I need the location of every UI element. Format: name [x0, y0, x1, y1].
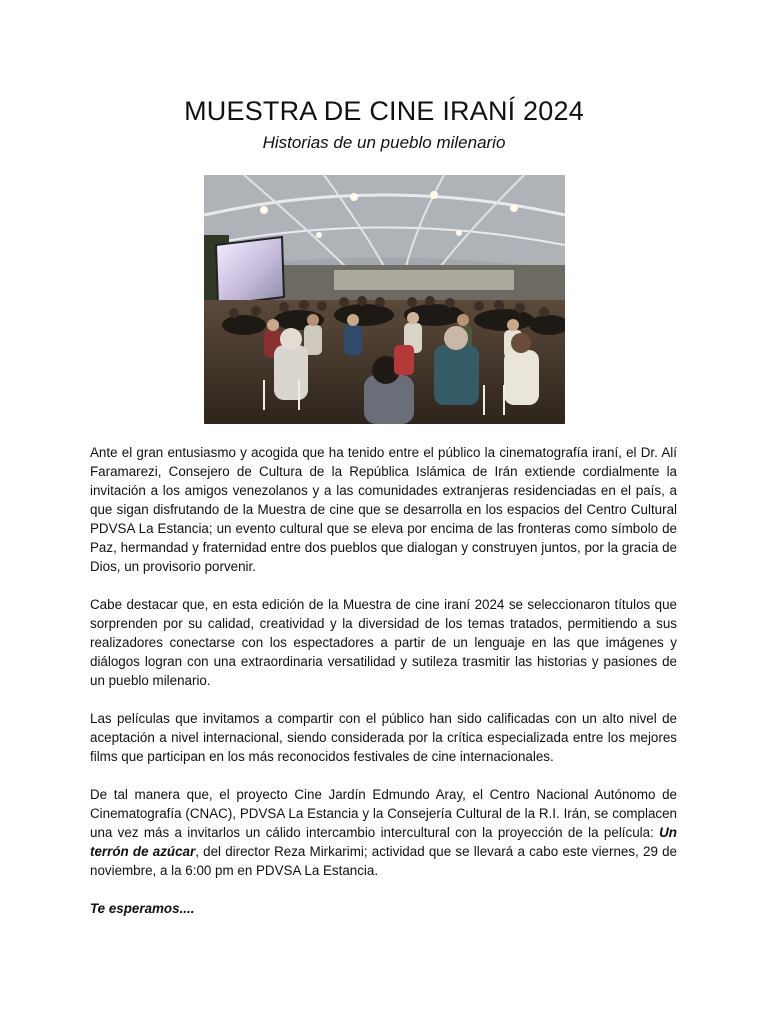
paragraph-1: Ante el gran entusiasmo y acogida que ha tenido entre el público la cinematografía iraní, el Dr. Alí Faramarezi, Consejero de Cultura de la República Islámica de Irán extiende cordialmente la invitación a los amigos venezolanos y a las comunidades extranjeras residenciadas en el país, a que sigan disfrutando de la Muestra de cine que se desarrolla en los espacios del Centro Cultural PDVSA La Estancia; un evento cultural que se eleva por encima de las fronteras como símbolo de Paz, hermandad y fraternidad entre dos pueblos que dialogan y construyen juntos, por la gracia de Dios, un provisorio porvenir. — [90, 445, 677, 574]
paragraph-4 — [90, 785, 677, 880]
paragraph-4-details: , del director Reza Mirkarimi; actividad que se llevará a cabo este viernes, 29 de noviembre, a la 6:00 pm en PDVSA La Estancia. — [90, 844, 677, 878]
page-subtitle: Historias de un pueblo milenario — [262, 133, 506, 152]
film-title: Un terrón de azúcar — [90, 825, 677, 859]
tent-screening-image — [204, 175, 565, 424]
event-photo — [204, 175, 565, 424]
paragraph-2: Cabe destacar que, en esta edición de la Muestra de cine iraní 2024 se seleccionaron títulos que sorprenden por su calidad, creatividad y la diversidad de los temas tratados, permitiendo a sus realizadores conectarse con los espectadores a partir de un lenguaje en las que imágenes y diálogos logran con una extraordinaria versatilidad y sutileza trasmitir las historias y pasiones de un pueblo milenario. — [90, 597, 677, 688]
body-text — [90, 443, 677, 937]
paragraph-3: Las películas que invitamos a compartir con el público han sido calificadas con un alto nivel de aceptación a nivel internacional, siendo considerada por la crítica especializada entre los mejores films que participan en los más reconocidos festivales de cine internacionales. — [90, 711, 677, 764]
paragraph-4-intro: De tal manera que, el proyecto Cine Jardín Edmundo Aray, el Centro Nacional Autónomo de Cinematografía (CNAC), PDVSA La Estancia y la Consejería Cultural de la R.I. Irán, se complacen una vez más a invitarlos un cálido intercambio intercultural con la proyección de la película: — [90, 787, 677, 840]
page-title: MUESTRA DE CINE IRANÍ 2024 — [184, 96, 584, 126]
closing-line: Te esperamos.... — [90, 901, 195, 916]
